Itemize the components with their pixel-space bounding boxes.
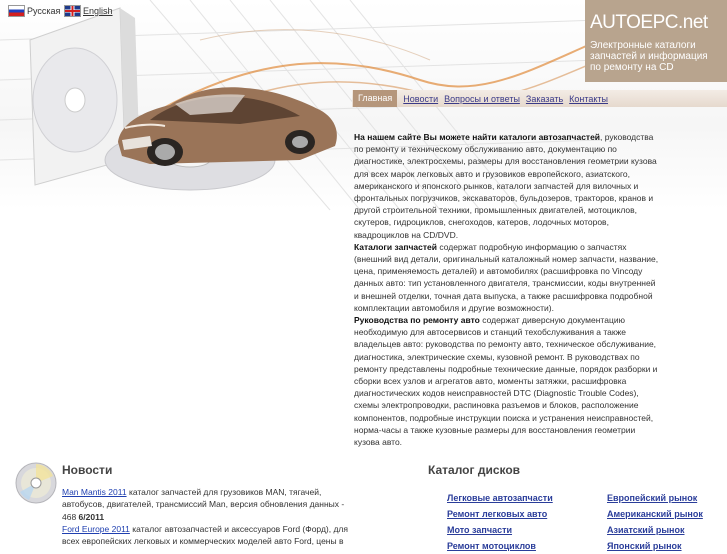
news-heading: Новости xyxy=(62,463,113,477)
news-list xyxy=(62,486,354,547)
language-english-link[interactable] xyxy=(64,5,113,17)
uk-flag-icon xyxy=(64,5,81,17)
nav-news[interactable]: Новости xyxy=(403,93,439,104)
intro-parts-bold: Каталоги запчастей xyxy=(354,241,437,252)
intro-repair-text: содержат диверсную документацию необходимую для автосервисов и станций техобслуживания а также владельцев авто: руководства по ремонту авто, техническое обслуживание, диагностика, электрические схемы, кузовной ремонт. В руководствах по ремонту представлены подробные технические данные, порядок разборки и сборки всех узлов и агрегатов авто, моменты затяжки, расшифровка диагностических кодов неисправностей DTC (Diagnostic Trouble Codes), схемы электропроводки, распиновка разъемов и блоков, расположение компонентов, подробные инструкции поиска и устранения неисправностей, норма-часы а также кузовные размеры для восстановления геометрии кузова авто. xyxy=(354,315,658,448)
catalog-link-car-repair[interactable]: Ремонт легковых авто xyxy=(447,509,548,519)
catalog-link-moto-repair[interactable]: Ремонт мотоциклов xyxy=(447,541,536,551)
catalog-link-asian-market[interactable]: Азиатский рынок xyxy=(607,525,685,535)
language-russian-link[interactable] xyxy=(8,5,60,17)
intro-lead-text: , руководства по ремонту и техническому обслуживанию авто, документацию по диагностике, электросхемы, размеры для восстановления геометрии кузова для всех марок легковых авто и грузовиков европейского, азиатского, американского и японского рынков, каталоги запчастей для вилочных и фронтальных погрузчиков, экскаваторов, бульдозеров, тракторов, кранов и другой строительной техники, промышленных двигателей, мотоциклов, скутеров, гидроциклов, снегоходов, катеров, лодочных моторов, квадроциклов на CD/DVD. xyxy=(354,132,657,240)
intro-parts-text: содержат подробную информацию о запчастях (внешний вид детали, оригинальный каталожный номер запчасти, название, цена, применяемость деталей) и автомобилях (расшифровка по Vincоду данных авто: тип установленного двигателя, трансмиссии, коды внутренней и внешней отделки, точная дата выпуска, а также расшифровка подробной комплектации автомобиля и другие возможности). xyxy=(354,241,659,313)
news-item-date: 6/2011 xyxy=(78,511,105,522)
russia-flag-icon xyxy=(8,5,25,17)
main-nav xyxy=(352,90,727,107)
nav-home[interactable]: Главная xyxy=(353,90,397,107)
catalog-link-japanese-market[interactable]: Японский рынок xyxy=(607,541,682,551)
catalog-link-european-market[interactable]: Европейский рынок xyxy=(607,493,698,503)
language-russian-label: Русская xyxy=(27,6,61,16)
logo-subtitle: Электронные каталоги запчастей и информация по ремонту на CD xyxy=(590,40,708,73)
cd-icon xyxy=(15,462,57,504)
nav-faq[interactable]: Вопросы и ответы xyxy=(444,93,520,104)
intro-lead-bold: На нашем сайте Вы можете найти каталоги автозапчастей xyxy=(354,132,601,142)
catalog-heading: Каталог дисков xyxy=(428,463,521,477)
news-item-link[interactable]: Ford Europe 2011 xyxy=(62,523,130,534)
language-english-label: English xyxy=(83,6,113,16)
car-graphic xyxy=(118,87,337,166)
news-item-text: каталог автозапчастей и аксессуаров Ford (Форд), для всех европейских легковых и коммерческих моделей авто Ford, цены в xyxy=(62,523,348,547)
news-item-text: каталог запчастей для грузовиков MAN, тягачей, автобусов, двигателей, трансмиссий Man, версия обновления данных - 468 xyxy=(62,487,345,522)
news-item xyxy=(62,486,354,523)
news-item-link[interactable]: Man Mantis 2011 xyxy=(62,487,127,497)
catalog-link-car-parts[interactable]: Легковые автозапчасти xyxy=(447,493,553,503)
intro-text xyxy=(354,131,659,448)
news-item xyxy=(62,523,354,548)
nav-order[interactable]: Заказать xyxy=(525,93,564,104)
nav-contacts[interactable]: Контакты xyxy=(569,93,609,104)
logo-block xyxy=(585,0,727,82)
catalog-link-american-market[interactable]: Американский рынок xyxy=(607,509,703,519)
logo-title: AUTOEPC.net xyxy=(590,12,708,33)
catalog-link-moto-parts[interactable]: Мото запчасти xyxy=(447,525,513,535)
catalog-right-list xyxy=(607,490,703,554)
intro-repair-bold: Руководства по ремонту авто xyxy=(354,315,480,326)
catalog-left-list xyxy=(447,490,553,554)
